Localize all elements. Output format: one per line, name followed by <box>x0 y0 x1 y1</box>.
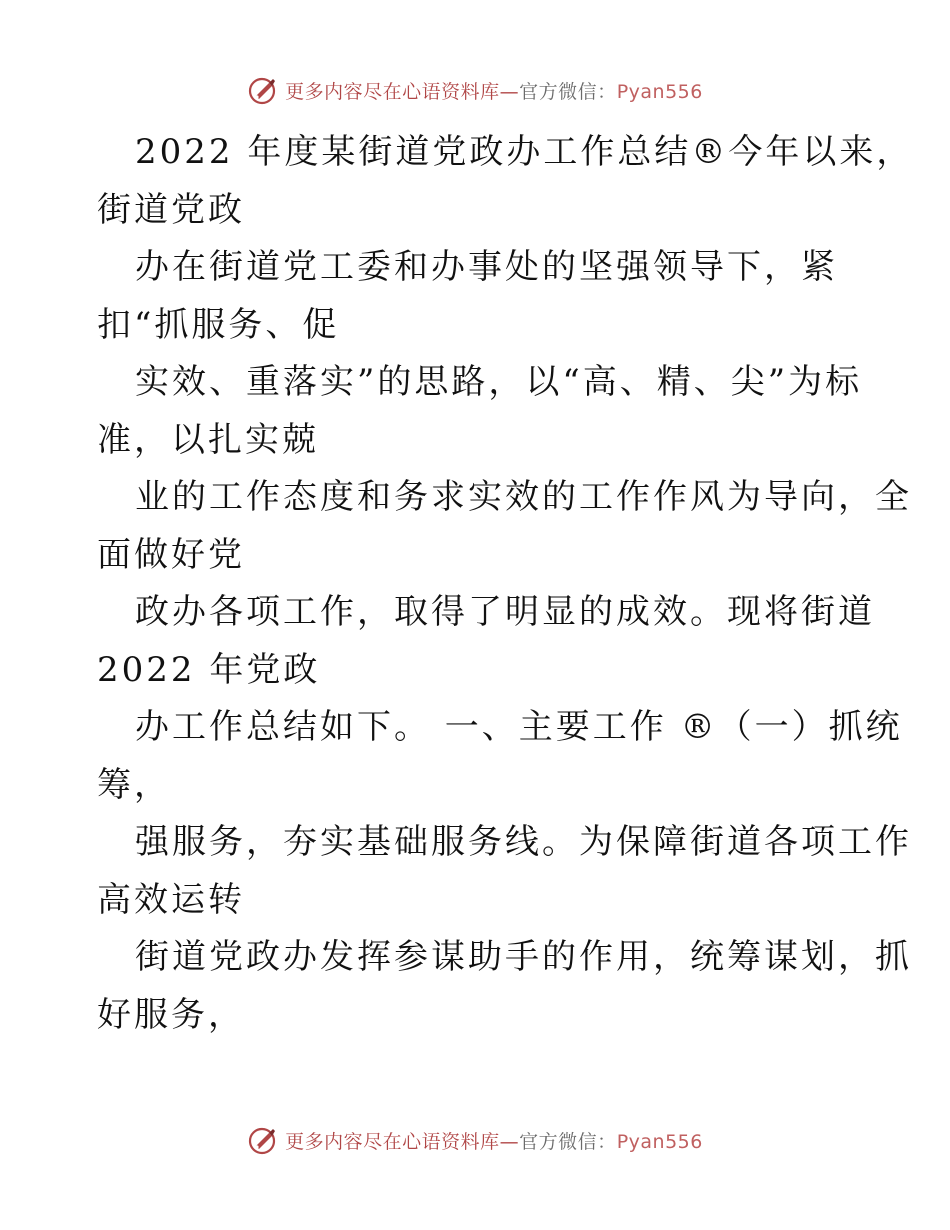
document-line: 筹， <box>97 764 171 805</box>
footer-watermark <box>0 1122 950 1158</box>
document-line: 街道党政 <box>97 189 245 230</box>
watermark-wechat-id: Pyan556 <box>616 1130 703 1153</box>
watermark-text <box>285 1127 703 1154</box>
watermark-wechat-id: Pyan556 <box>616 80 703 103</box>
pen-logo-icon <box>247 1124 279 1156</box>
watermark-prefix: 更多内容尽在心语资料库— <box>285 80 520 103</box>
header-watermark <box>0 72 950 108</box>
document-body <box>97 124 914 1044</box>
document-line: 业的工作态度和务求实效的工作作风为导向，全 <box>135 477 912 517</box>
document-line: 好服务， <box>97 994 245 1035</box>
document-line: 2022 年度某街道党政办工作总结®今年以来， <box>135 132 914 172</box>
document-line: 强服务，夯实基础服务线。为保障街道各项工作 <box>135 822 912 862</box>
document-line: 办工作总结如下。 一、主要工作 ®（一）抓统 <box>135 707 903 747</box>
watermark-wechat-label: 官方微信： <box>519 80 617 103</box>
document-line: 面做好党 <box>97 534 245 575</box>
document-line: 扣“抓服务、促 <box>97 304 340 345</box>
document-line: 准，以扎实兢 <box>97 419 319 460</box>
watermark-prefix: 更多内容尽在心语资料库— <box>285 1130 520 1153</box>
document-line: 2022 年党政 <box>97 649 321 690</box>
watermark-wechat-label: 官方微信： <box>519 1130 617 1153</box>
document-line: 实效、重落实”的思路，以“高、精、尖”为标 <box>135 362 863 402</box>
document-line: 高效运转 <box>97 879 245 920</box>
watermark-text <box>285 77 703 104</box>
document-line: 办在街道党工委和办事处的坚强领导下，紧 <box>135 247 838 287</box>
document-line: 政办各项工作，取得了明显的成效。现将街道 <box>135 592 875 632</box>
pen-logo-icon <box>247 74 279 106</box>
document-line: 街道党政办发挥参谋助手的作用，统筹谋划，抓 <box>135 937 912 977</box>
